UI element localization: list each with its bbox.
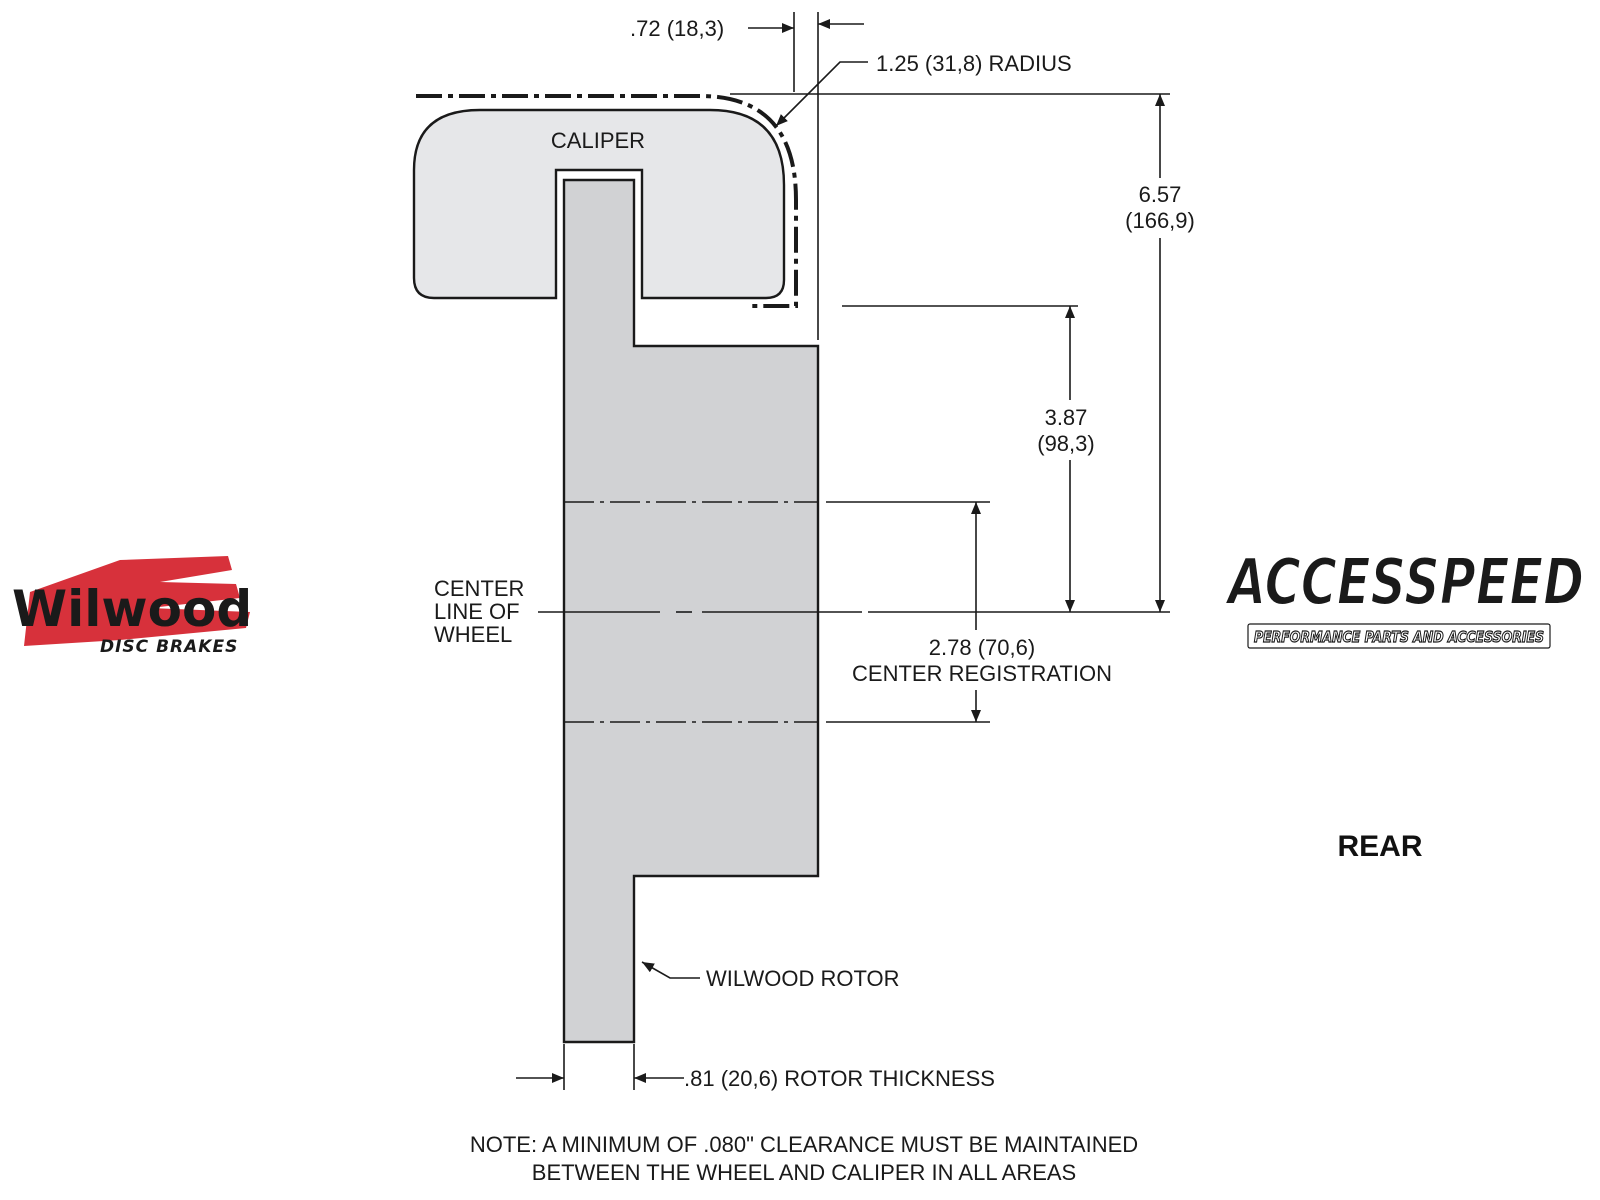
- accesspeed-logo-name: ACCESSPEED: [1224, 546, 1584, 620]
- dim-center-registration-value: 2.78 (70,6): [928, 635, 1036, 660]
- center-line-label-3: WHEEL: [434, 622, 513, 647]
- wilwood-logo-tagline: DISC BRAKES: [100, 637, 239, 657]
- rotor-profile: [564, 180, 818, 1042]
- dim-offset: [630, 12, 864, 92]
- caliper-label: CALIPER: [550, 128, 646, 153]
- rotor-callout: [642, 962, 900, 991]
- dim-height-caliper: [1026, 306, 1114, 612]
- dim-offset-label: .72 (18,3): [630, 16, 725, 41]
- dim-radius: [776, 51, 1072, 126]
- rotor-label: WILWOOD ROTOR: [706, 966, 900, 991]
- dim-rotor-thickness-label: .81 (20,6) ROTOR THICKNESS: [684, 1066, 995, 1091]
- center-line-label-2: LINE OF: [434, 599, 520, 624]
- dim-radius-label: 1.25 (31,8) RADIUS: [876, 51, 1072, 76]
- dim-height-caliper-value: 3.87: [1044, 405, 1088, 430]
- clearance-note-line-2: BETWEEN THE WHEEL AND CALIPER IN ALL AREAS: [531, 1160, 1077, 1185]
- accesspeed-logo-tagline: PERFORMANCE PARTS AND ACCESSORIES: [1254, 628, 1544, 646]
- dim-height-overall-metric: (166,9): [1125, 208, 1195, 233]
- dim-height-overall-value: 6.57: [1138, 182, 1182, 207]
- center-line-label-1: CENTER: [434, 576, 525, 601]
- clearance-note-line-1: NOTE: A MINIMUM OF .080" CLEARANCE MUST BE MAINTAINED: [469, 1132, 1139, 1157]
- dim-rotor-thickness: [516, 1044, 995, 1091]
- dim-center-registration-label: CENTER REGISTRATION: [852, 661, 1112, 686]
- wilwood-logo-name: Wilwood: [12, 580, 253, 638]
- wilwood-logo: [12, 556, 252, 657]
- dim-height-caliper-metric: (98,3): [1037, 431, 1095, 456]
- rear-label: REAR: [1337, 830, 1423, 863]
- accesspeed-logo: [1224, 546, 1584, 648]
- dim-height-overall: [1112, 94, 1208, 612]
